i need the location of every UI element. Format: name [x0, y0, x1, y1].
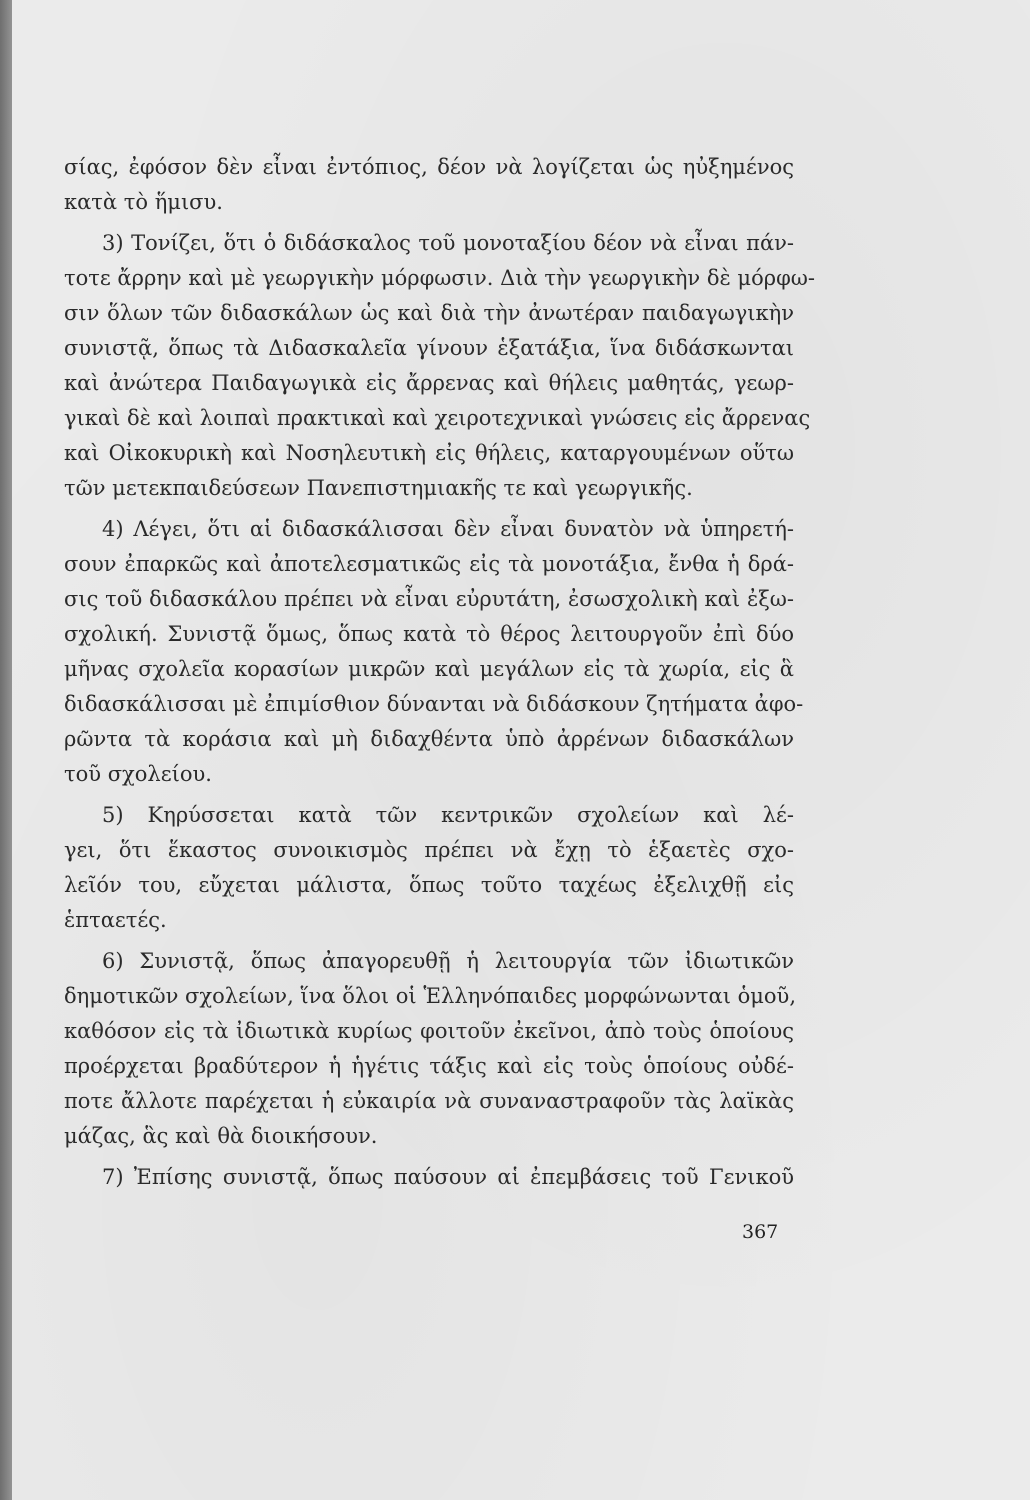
text-line: σιν ὅλων τῶν διδασκάλων ὡς καὶ διὰ τὴν ἀνωτέραν παιδαγωγικὴν	[64, 301, 794, 325]
text-line: λεῖόν του, εὔχεται μάλιστα, ὅπως τοῦτο ταχέως ἐξελιχθῇ εἰς	[64, 873, 794, 897]
text-line: ποτε ἄλλοτε παρέχεται ἡ εὐκαιρία νὰ συναναστραφοῦν τὰς λαϊκὰς	[64, 1089, 794, 1113]
text-line: καὶ Οἰκοκυρικὴ καὶ Νοσηλευτικὴ εἰς θήλεις, καταργουμένων οὕτω	[64, 441, 794, 465]
text-line: γικαὶ δὲ καὶ λοιπαὶ πρακτικαὶ καὶ χειροτεχνικαὶ γνώσεις εἰς ἄρρενας	[64, 406, 811, 430]
text-line: συνιστᾷ, ὅπως τὰ Διδασκαλεῖα γίνουν ἑξατάξια, ἵνα διδάσκωνται	[64, 336, 794, 360]
text-line: μάζας, ἃς καὶ θὰ διοικήσουν.	[64, 1124, 378, 1148]
text-line: διδασκάλισσαι μὲ ἐπιμίσθιον δύνανται νὰ διδάσκουν ζητήματα ἀφο-	[64, 692, 804, 716]
paragraph-7-start: 7) Ἐπίσης συνιστᾷ, ὅπως παύσουν αἱ ἐπεμβάσεις τοῦ Γενικοῦ	[102, 1165, 794, 1189]
text-line: ἑπταετές.	[64, 908, 167, 932]
text-line: τοῦ σχολείου.	[64, 762, 212, 786]
text-line: δημοτικῶν σχολείων, ἵνα ὅλοι οἱ Ἑλληνόπαιδες μορφώνωνται ὁμοῦ,	[64, 984, 796, 1008]
text-line: σις τοῦ διδασκάλου πρέπει νὰ εἶναι εὐρυτάτη, ἐσωσχολικὴ καὶ ἐξω-	[64, 587, 794, 611]
text-line: κατὰ τὸ ἥμισυ.	[64, 190, 223, 214]
paragraph-3-start: 3) Τονίζει, ὅτι ὁ διδάσκαλος τοῦ μονοταξίου δέον νὰ εἶναι πάν-	[102, 231, 794, 255]
paragraph-6-start: 6) Συνιστᾷ, ὅπως ἀπαγορευθῇ ἡ λειτουργία τῶν ἰδιωτικῶν	[102, 949, 794, 973]
text-line: μῆνας σχολεῖα κορασίων μικρῶν καὶ μεγάλων εἰς τὰ χωρία, εἰς ἃ	[64, 657, 794, 681]
text-line: σίας, ἐφόσον δὲν εἶναι ἐντόπιος, δέον νὰ λογίζεται ὡς ηὐξημένος	[64, 155, 794, 179]
text-line: τοτε ἄρρην καὶ μὲ γεωργικὴν μόρφωσιν. Διὰ τὴν γεωργικὴν δὲ μόρφω-	[64, 266, 815, 290]
text-line: σχολική. Συνιστᾷ ὅμως, ὅπως κατὰ τὸ θέρος λειτουργοῦν ἐπὶ δύο	[64, 622, 794, 646]
text-line: γει, ὅτι ἕκαστος συνοικισμὸς πρέπει νὰ ἔχῃ τὸ ἑξαετὲς σχο-	[64, 838, 794, 862]
text-line: προέρχεται βραδύτερον ἡ ἡγέτις τάξις καὶ εἰς τοὺς ὁποίους οὐδέ-	[64, 1054, 794, 1078]
text-line: καὶ ἀνώτερα Παιδαγωγικὰ εἰς ἄρρενας καὶ θήλεις μαθητάς, γεωρ-	[64, 371, 794, 395]
text-line: σουν ἐπαρκῶς καὶ ἀποτελεσματικῶς εἰς τὰ μονοτάξια, ἔνθα ἡ δρά-	[64, 552, 794, 576]
page-number: 367	[742, 1221, 779, 1243]
text-line: ρῶντα τὰ κοράσια καὶ μὴ διδαχθέντα ὑπὸ ἀρρένων διδασκάλων	[64, 727, 794, 751]
text-line: τῶν μετεκπαιδεύσεων Πανεπιστημιακῆς τε καὶ γεωργικῆς.	[64, 476, 693, 500]
body-text	[64, 150, 815, 1195]
text-line: καθόσον εἰς τὰ ἰδιωτικὰ κυρίως φοιτοῦν ἐκεῖνοι, ἀπὸ τοὺς ὁποίους	[64, 1019, 794, 1043]
paragraph-4-start: 4) Λέγει, ὅτι αἱ διδασκάλισσαι δὲν εἶναι δυνατὸν νὰ ὑπηρετή-	[102, 517, 794, 541]
book-page	[12, 0, 1030, 1500]
paragraph-5-start: 5) Κηρύσσεται κατὰ τῶν κεντρικῶν σχολείων καὶ λέ-	[102, 803, 794, 827]
